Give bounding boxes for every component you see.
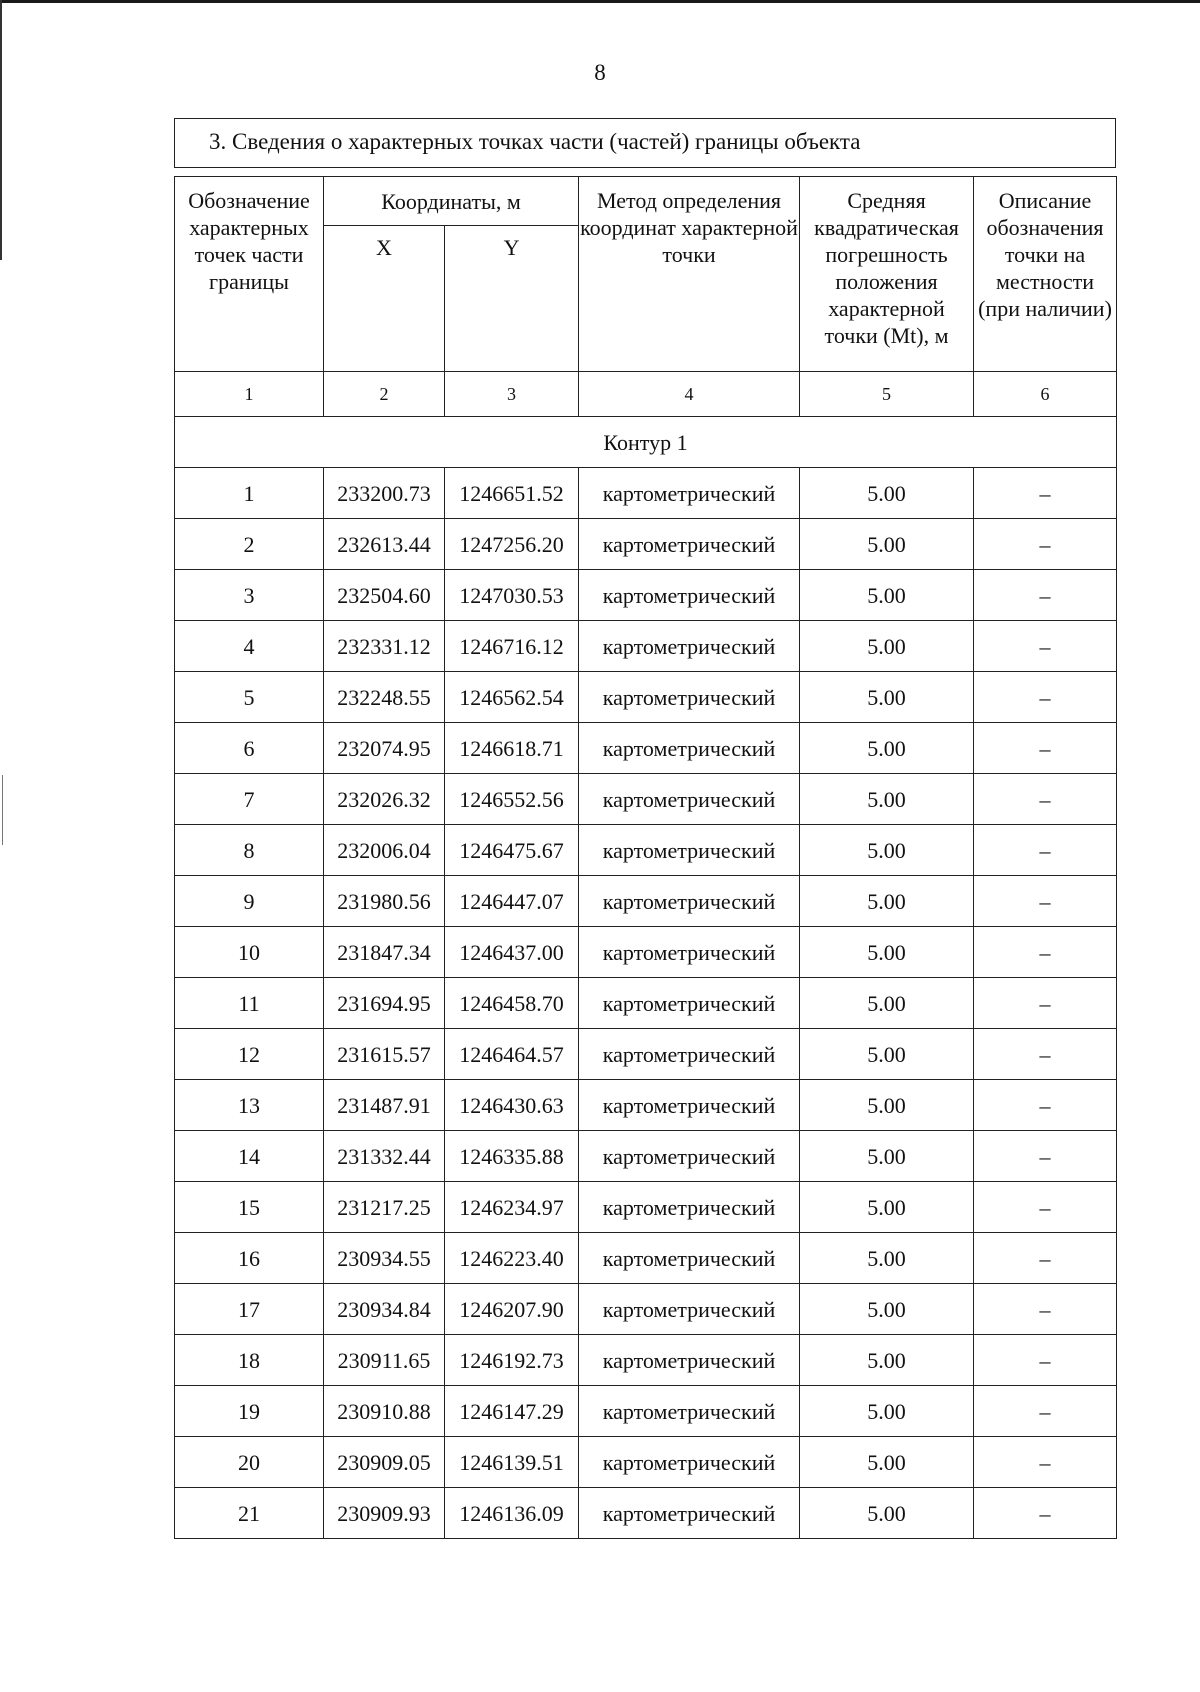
cell-point-number: 21 xyxy=(175,1488,324,1539)
cell-point-number: 6 xyxy=(175,723,324,774)
cell-y: 1246552.56 xyxy=(445,774,579,825)
cell-x: 230934.84 xyxy=(324,1284,445,1335)
cell-method: картометрический xyxy=(579,1233,800,1284)
column-number: 6 xyxy=(974,372,1117,417)
cell-y: 1246223.40 xyxy=(445,1233,579,1284)
header-coordinates: Координаты, м xyxy=(324,177,579,226)
cell-description: – xyxy=(974,1488,1117,1539)
cell-point-number: 15 xyxy=(175,1182,324,1233)
cell-error: 5.00 xyxy=(800,1080,974,1131)
cell-error: 5.00 xyxy=(800,672,974,723)
cell-error: 5.00 xyxy=(800,570,974,621)
cell-description: – xyxy=(974,978,1117,1029)
table-row xyxy=(175,825,1117,876)
cell-point-number: 12 xyxy=(175,1029,324,1080)
cell-x: 230910.88 xyxy=(324,1386,445,1437)
table-row xyxy=(175,774,1117,825)
cell-description: – xyxy=(974,1182,1117,1233)
cell-y: 1246562.54 xyxy=(445,672,579,723)
cell-error: 5.00 xyxy=(800,1131,974,1182)
cell-y: 1246716.12 xyxy=(445,621,579,672)
table-row xyxy=(175,570,1117,621)
cell-point-number: 20 xyxy=(175,1437,324,1488)
cell-x: 230909.05 xyxy=(324,1437,445,1488)
cell-y: 1246139.51 xyxy=(445,1437,579,1488)
cell-description: – xyxy=(974,1335,1117,1386)
cell-x: 232613.44 xyxy=(324,519,445,570)
cell-description: – xyxy=(974,1131,1117,1182)
cell-point-number: 17 xyxy=(175,1284,324,1335)
cell-x: 232248.55 xyxy=(324,672,445,723)
table-row xyxy=(175,468,1117,519)
cell-point-number: 14 xyxy=(175,1131,324,1182)
cell-y: 1246335.88 xyxy=(445,1131,579,1182)
header-error: Средняя квадратическая погрешность положения характерной точки (Mt), м xyxy=(800,177,974,372)
cell-x: 230934.55 xyxy=(324,1233,445,1284)
cell-x: 230909.93 xyxy=(324,1488,445,1539)
cell-error: 5.00 xyxy=(800,1437,974,1488)
cell-method: картометрический xyxy=(579,723,800,774)
cell-error: 5.00 xyxy=(800,468,974,519)
cell-point-number: 7 xyxy=(175,774,324,825)
header-y: Y xyxy=(445,226,579,372)
cell-description: – xyxy=(974,1386,1117,1437)
header-description: Описание обозначения точки на местности (при наличии) xyxy=(974,177,1117,372)
cell-x: 231694.95 xyxy=(324,978,445,1029)
cell-y: 1246207.90 xyxy=(445,1284,579,1335)
cell-y: 1246475.67 xyxy=(445,825,579,876)
cell-error: 5.00 xyxy=(800,1233,974,1284)
header-method: Метод определения координат характерной точки xyxy=(579,177,800,372)
cell-x: 232074.95 xyxy=(324,723,445,774)
column-number: 1 xyxy=(175,372,324,417)
cell-y: 1246447.07 xyxy=(445,876,579,927)
cell-description: – xyxy=(974,825,1117,876)
cell-description: – xyxy=(974,1284,1117,1335)
table-row xyxy=(175,672,1117,723)
cell-x: 232006.04 xyxy=(324,825,445,876)
cell-description: – xyxy=(974,570,1117,621)
table-row xyxy=(175,1029,1117,1080)
cell-description: – xyxy=(974,876,1117,927)
cell-point-number: 10 xyxy=(175,927,324,978)
cell-error: 5.00 xyxy=(800,1488,974,1539)
cell-y: 1246458.70 xyxy=(445,978,579,1029)
table-row xyxy=(175,1488,1117,1539)
column-number: 4 xyxy=(579,372,800,417)
scan-top-edge xyxy=(0,0,1200,3)
table-row xyxy=(175,1233,1117,1284)
column-number: 3 xyxy=(445,372,579,417)
table-row xyxy=(175,978,1117,1029)
table-row xyxy=(175,1437,1117,1488)
table-row xyxy=(175,1131,1117,1182)
cell-error: 5.00 xyxy=(800,519,974,570)
cell-y: 1247256.20 xyxy=(445,519,579,570)
cell-point-number: 16 xyxy=(175,1233,324,1284)
cell-error: 5.00 xyxy=(800,1029,974,1080)
cell-method: картометрический xyxy=(579,1284,800,1335)
cell-description: – xyxy=(974,621,1117,672)
table-row xyxy=(175,621,1117,672)
cell-y: 1246437.00 xyxy=(445,927,579,978)
cell-y: 1246147.29 xyxy=(445,1386,579,1437)
cell-error: 5.00 xyxy=(800,927,974,978)
table-row xyxy=(175,1284,1117,1335)
cell-error: 5.00 xyxy=(800,825,974,876)
cell-error: 5.00 xyxy=(800,1284,974,1335)
cell-point-number: 2 xyxy=(175,519,324,570)
cell-error: 5.00 xyxy=(800,1386,974,1437)
cell-point-number: 11 xyxy=(175,978,324,1029)
cell-method: картометрический xyxy=(579,519,800,570)
cell-description: – xyxy=(974,1437,1117,1488)
cell-error: 5.00 xyxy=(800,774,974,825)
cell-y: 1246464.57 xyxy=(445,1029,579,1080)
cell-y: 1247030.53 xyxy=(445,570,579,621)
scan-mark xyxy=(2,775,3,845)
cell-point-number: 9 xyxy=(175,876,324,927)
cell-method: картометрический xyxy=(579,876,800,927)
cell-x: 231332.44 xyxy=(324,1131,445,1182)
cell-description: – xyxy=(974,1029,1117,1080)
cell-description: – xyxy=(974,1233,1117,1284)
table-row xyxy=(175,1386,1117,1437)
cell-x: 232331.12 xyxy=(324,621,445,672)
cell-y: 1246651.52 xyxy=(445,468,579,519)
cell-error: 5.00 xyxy=(800,1335,974,1386)
cell-method: картометрический xyxy=(579,621,800,672)
cell-point-number: 5 xyxy=(175,672,324,723)
cell-x: 232504.60 xyxy=(324,570,445,621)
cell-description: – xyxy=(974,672,1117,723)
cell-x: 231487.91 xyxy=(324,1080,445,1131)
cell-description: – xyxy=(974,1080,1117,1131)
cell-method: картометрический xyxy=(579,570,800,621)
characteristic-points-table xyxy=(174,176,1117,1539)
cell-y: 1246192.73 xyxy=(445,1335,579,1386)
cell-y: 1246618.71 xyxy=(445,723,579,774)
cell-point-number: 13 xyxy=(175,1080,324,1131)
cell-method: картометрический xyxy=(579,1029,800,1080)
cell-x: 231980.56 xyxy=(324,876,445,927)
cell-method: картометрический xyxy=(579,1437,800,1488)
cell-x: 233200.73 xyxy=(324,468,445,519)
header-x: X xyxy=(324,226,445,372)
cell-point-number: 4 xyxy=(175,621,324,672)
cell-y: 1246234.97 xyxy=(445,1182,579,1233)
table-row xyxy=(175,876,1117,927)
section-title: 3. Сведения о характерных точках части (частей) границы объекта xyxy=(209,129,861,154)
table-body xyxy=(175,417,1117,1539)
cell-description: – xyxy=(974,723,1117,774)
table-header xyxy=(175,177,1117,417)
cell-error: 5.00 xyxy=(800,978,974,1029)
cell-method: картометрический xyxy=(579,774,800,825)
cell-method: картометрический xyxy=(579,825,800,876)
table-row xyxy=(175,1335,1117,1386)
cell-x: 231615.57 xyxy=(324,1029,445,1080)
column-number: 2 xyxy=(324,372,445,417)
cell-x: 231217.25 xyxy=(324,1182,445,1233)
cell-y: 1246430.63 xyxy=(445,1080,579,1131)
section-title-box xyxy=(174,118,1116,168)
table-row xyxy=(175,1182,1117,1233)
cell-error: 5.00 xyxy=(800,723,974,774)
cell-description: – xyxy=(974,927,1117,978)
cell-method: картометрический xyxy=(579,927,800,978)
cell-method: картометрический xyxy=(579,468,800,519)
cell-x: 231847.34 xyxy=(324,927,445,978)
cell-method: картометрический xyxy=(579,978,800,1029)
cell-x: 232026.32 xyxy=(324,774,445,825)
contour-row xyxy=(175,417,1117,468)
cell-error: 5.00 xyxy=(800,1182,974,1233)
cell-point-number: 19 xyxy=(175,1386,324,1437)
cell-point-number: 8 xyxy=(175,825,324,876)
cell-y: 1246136.09 xyxy=(445,1488,579,1539)
header-designation: Обозначение характерных точек части границы xyxy=(175,177,324,372)
scan-left-edge xyxy=(0,0,2,260)
table-row xyxy=(175,1080,1117,1131)
cell-point-number: 3 xyxy=(175,570,324,621)
cell-error: 5.00 xyxy=(800,621,974,672)
cell-point-number: 18 xyxy=(175,1335,324,1386)
table-row xyxy=(175,519,1117,570)
cell-x: 230911.65 xyxy=(324,1335,445,1386)
table-row xyxy=(175,927,1117,978)
cell-method: картометрический xyxy=(579,1386,800,1437)
cell-method: картометрический xyxy=(579,1131,800,1182)
column-number: 5 xyxy=(800,372,974,417)
cell-method: картометрический xyxy=(579,1335,800,1386)
cell-error: 5.00 xyxy=(800,876,974,927)
cell-method: картометрический xyxy=(579,1080,800,1131)
page-number: 8 xyxy=(594,60,606,85)
cell-method: картометрический xyxy=(579,1182,800,1233)
cell-description: – xyxy=(974,774,1117,825)
table-row xyxy=(175,723,1117,774)
column-number-row xyxy=(175,372,1117,417)
cell-method: картометрический xyxy=(579,1488,800,1539)
cell-description: – xyxy=(974,519,1117,570)
header-row-1 xyxy=(175,177,1117,226)
cell-method: картометрический xyxy=(579,672,800,723)
contour-label: Контур 1 xyxy=(175,417,1117,468)
cell-description: – xyxy=(974,468,1117,519)
cell-point-number: 1 xyxy=(175,468,324,519)
